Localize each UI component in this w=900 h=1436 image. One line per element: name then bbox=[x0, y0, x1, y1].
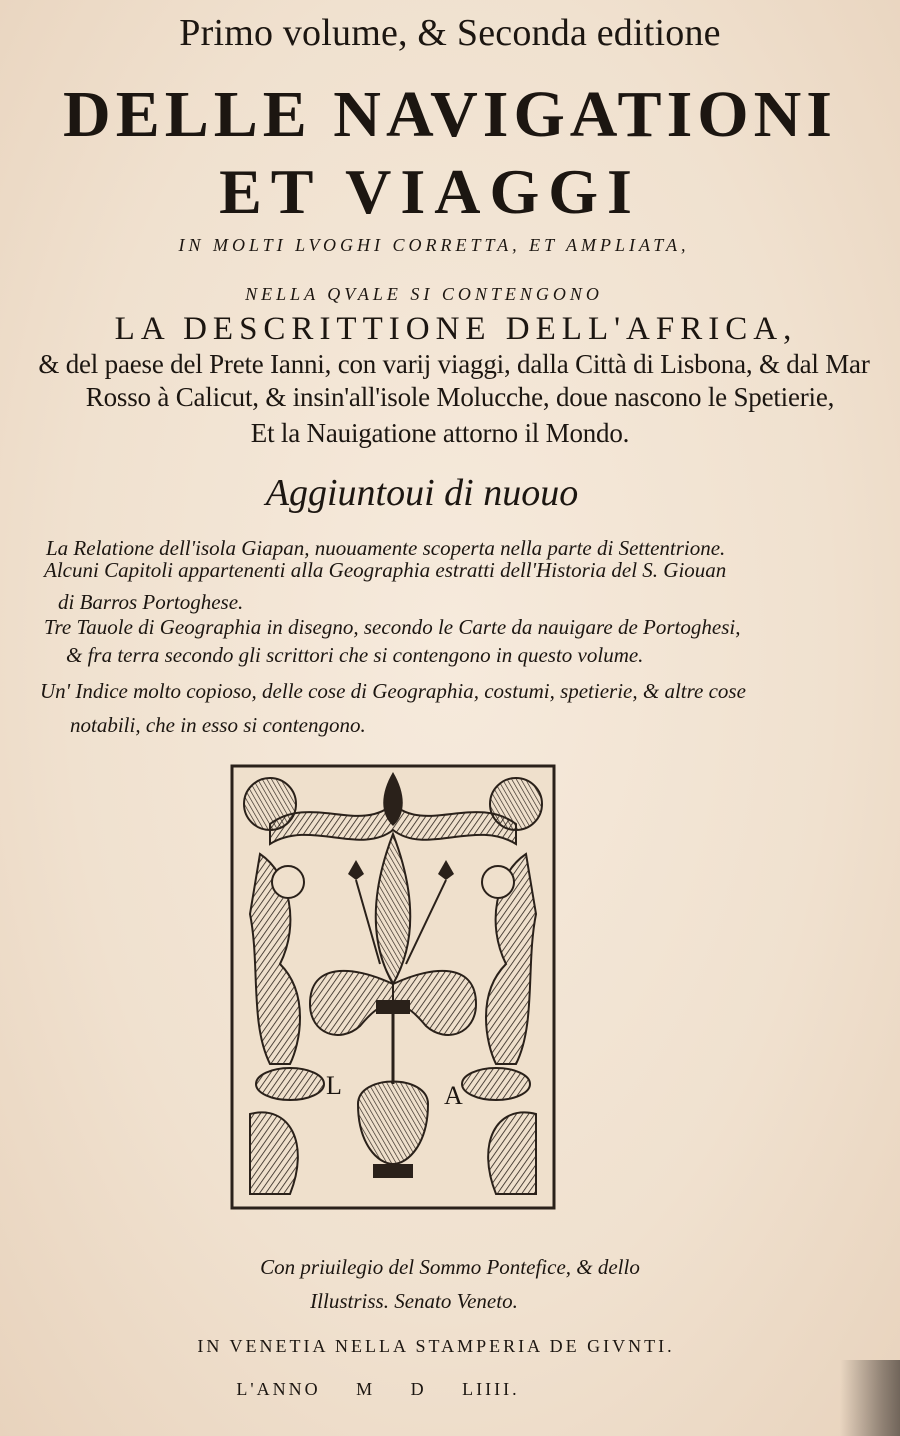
printer-device-woodcut bbox=[230, 764, 556, 1210]
imprint-year bbox=[0, 1380, 828, 1398]
privilege-line-2: Illustriss. Senato Veneto. bbox=[310, 1289, 518, 1313]
description-heading: LA DESCRITTIONE DELL'AFRICA, bbox=[114, 311, 798, 347]
title-line-2: ET VIAGGI bbox=[219, 156, 641, 227]
imprint-year-part: M bbox=[356, 1379, 376, 1399]
additions-item: Un' Indice molto copioso, delle cose di Geographia, costumi, spetierie, & altre cose bbox=[40, 679, 746, 703]
description-line-2: Rosso à Calicut, & insin'all'isole Molucche, doue nascono le Spetierie, bbox=[85, 382, 835, 412]
imprint-year-part: D bbox=[410, 1379, 427, 1399]
device-letter-right: A bbox=[444, 1081, 463, 1110]
imprint-year-part: L'ANNO bbox=[236, 1379, 321, 1399]
device-letter-left: L bbox=[326, 1071, 342, 1100]
description-line-1: & del paese del Prete Ianni, con varij viaggi, dalla Città di Lisbona, & dal Mar bbox=[38, 349, 870, 379]
additions-item: La Relatione dell'isola Giapan, nuouamente scoperta nella parte di Settentrione. bbox=[46, 536, 726, 560]
additions-item: Tre Tauole di Geographia in disegno, secondo le Carte da nauigare de Portoghesi, bbox=[44, 615, 741, 639]
additions-item: di Barros Portoghese. bbox=[58, 590, 244, 614]
additions-heading: Aggiuntoui di nuouo bbox=[265, 472, 579, 514]
imprint-place: IN VENETIA NELLA STAMPERIA DE GIVNTI. bbox=[197, 1336, 675, 1356]
subtitle-line-1: IN MOLTI LVOGHI CORRETTA, ET AMPLIATA, bbox=[178, 235, 690, 255]
title-line-1: DELLE NAVIGATIONI bbox=[63, 78, 837, 151]
additions-item: Alcuni Capitoli appartenenti alla Geographia estratti dell'Historia del S. Giouan bbox=[44, 558, 727, 582]
imprint-year-part: LIIII. bbox=[462, 1379, 520, 1399]
additions-item: & fra terra secondo gli scrittori che si contengono in questo volume. bbox=[66, 643, 644, 667]
page-edge-shadow bbox=[840, 1360, 900, 1436]
additions-item: notabili, che in esso si contengono. bbox=[70, 713, 366, 737]
subtitle-line-2: NELLA QVALE SI CONTENGONO bbox=[245, 284, 603, 304]
privilege-line-1: Con priuilegio del Sommo Pontefice, & dello bbox=[260, 1255, 640, 1279]
description-line-3: Et la Nauigatione attorno il Mondo. bbox=[250, 418, 630, 448]
volume-line: Primo volume, & Seconda editione bbox=[179, 12, 721, 54]
